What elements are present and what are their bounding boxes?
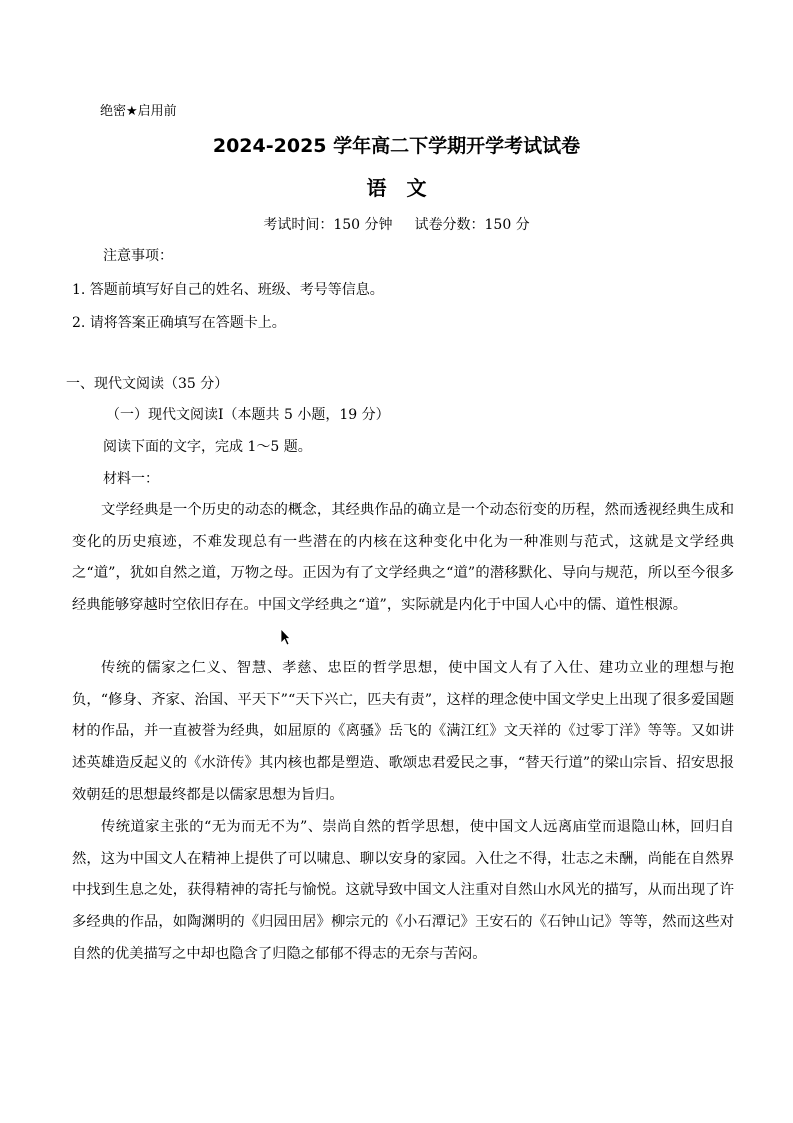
material-label: 材料一： [103, 471, 159, 487]
exam-score: 试卷分数：150 分 [414, 217, 530, 233]
note-item: 2. 请将答案正确填写在答题卡上。 [72, 315, 286, 331]
subject-title: 语 文 [366, 176, 427, 200]
exam-title: 2024-2025 学年高二下学期开学考试试卷 [212, 135, 581, 157]
reading-instruction: 阅读下面的文字，完成 1～5 题。 [103, 439, 312, 455]
paragraph: 传统道家主张的“无为而无不为”、崇尚自然的哲学思想，使中国文人远离庙堂而退隐山林，回归自然，这为中国文人在精神上提供了可以啸息、聊以安身的家园。入仕之不得，壮志之未酬，尚能在自然界中找到生息之处，获得精神的寄托与愉悦。这就导致中国文人注重对自然山水风光的描写，从而出现了许多经典的作品，如陶渊明的《归园田居》柳宗元的《小石潭记》王安石的《石钟山记》等等，然而这些对自然的优美描写之中却也隐含了归隐之郁郁不得志的无奈与苦闷。 [72, 819, 734, 962]
mouse-cursor-icon [280, 628, 290, 646]
exam-time: 考试时间：150 分钟 [263, 217, 393, 233]
section-heading: 一、现代文阅读（35 分） [66, 376, 229, 392]
exam-info [0, 214, 793, 234]
note-item: 1. 答题前填写好自己的姓名、班级、考号等信息。 [72, 282, 384, 298]
notes-title: 注意事项： [103, 248, 173, 264]
paragraph: 文学经典是一个历史的动态的概念，其经典作品的确立是一个动态衍变的历程，然而透视经典生成和变化的历史痕迹，不难发现总有一些潜在的内核在这种变化中化为一种准则与范式，这就是文学经典之“道”，犹如自然之道，万物之母。正因为有了文学经典之“道”的潜移默化、导向与规范，所以至今很多经典能够穿越时空依旧存在。中国文学经典之“道”，实际就是内化于中国人心中的儒、道性根源。 [72, 502, 734, 614]
confidential-label: 绝密★启用前 [100, 104, 177, 119]
section-subheading: （一）现代文阅读Ⅰ（本题共 5 小题，19 分） [106, 407, 390, 423]
paragraph: 传统的儒家之仁义、智慧、孝慈、忠臣的哲学思想，使中国文人有了入仕、建功立业的理想与抱负，“修身、齐家、治国、平天下”“天下兴亡，匹夫有责”，这样的理念使中国文学史上出现了很多爱国题材的作品，并一直被誉为经典，如屈原的《离骚》岳飞的《满江红》文天祥的《过零丁洋》等等。又如讲述英雄造反起义的《水浒传》其内核也都是塑造、歌颂忠君爱民之事，“替天行道”的梁山宗旨、招安思报效朝廷的思想最终都是以儒家思想为旨归。 [72, 660, 734, 803]
